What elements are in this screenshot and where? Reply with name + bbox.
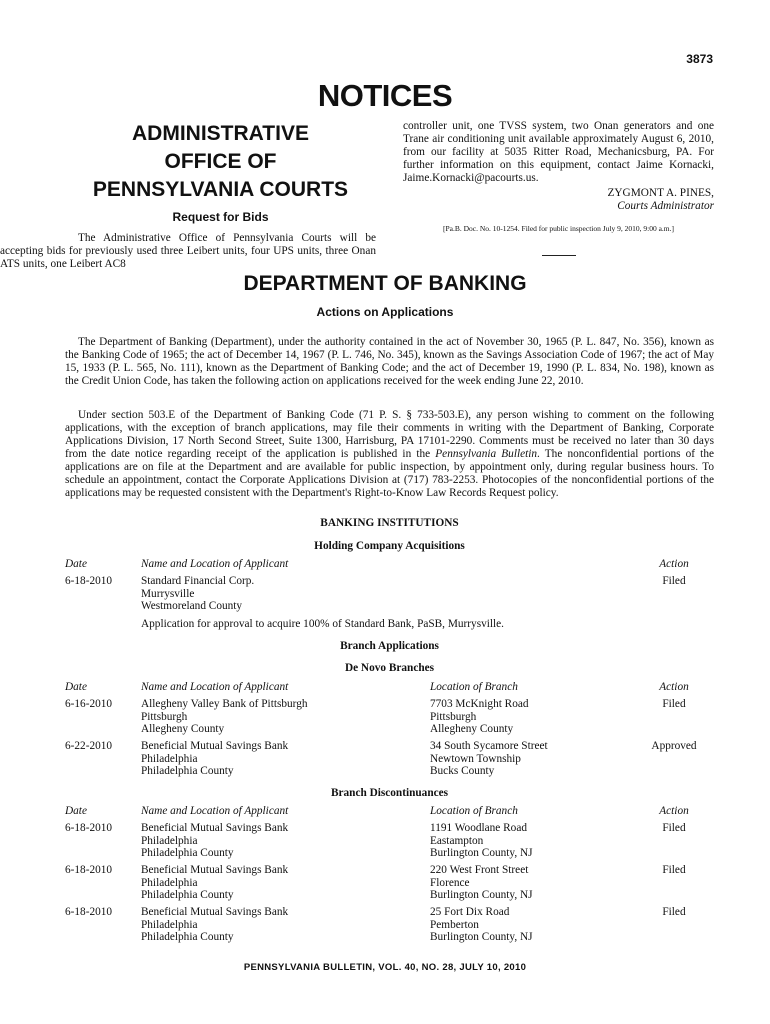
location-line: Burlington County, NJ [430,889,533,901]
agency-title-line: PENNSYLVANIA COURTS [92,178,349,201]
branch-applications-heading: Branch Applications [340,640,439,652]
location-line: Eastampton [430,834,484,847]
bids-body-continued: controller unit, one TVSS system, two Onan generators and one Trane air conditioning unit available approximately August 6, 2010, from our facility at 5035 Ritter Road, Mechanicsburg, PA. For further information on this equipment, contact Jaime Kornacki, Jaime.Kornacki@pacourts.us. [403,120,714,184]
applicant-line: Pittsburgh [141,710,188,723]
row-applicant [141,698,421,736]
applicant-line: Beneficial Mutual Savings Bank [141,740,289,752]
row-date: 6-16-2010 [65,698,113,710]
comment-text [65,409,714,500]
intro-text: The Department of Banking (Department), under the authority contained in the act of November 30, 1965 (P. L. 847, No. 356), known as the Banking Code of 1965; the act of December 14, 1967 (P. L. 746, No. 345), known as the Savings Association Code of 1967; the act of May 15, 1933 (P. L. 565, No. 111), known as the Department of Banking Code; and the act of December 19, 1990 (P. L. 834, No. 198), known as the Credit Union Code, has taken the following action on applications received for the week ending June 22, 2010. [65,336,714,387]
applicant-line: Philadelphia County [141,889,234,901]
row-branch-location [430,822,630,860]
bids-body-text: The Administrative Office of Pennsylvania Courts will be accepting bids for previously used three Leibert units, four UPS units, three Onan ATS units, one Leibert AC8 [0,232,376,270]
row-date: 6-18-2010 [65,906,113,918]
holding-note: Application for approval to acquire 100% of Standard Bank, PaSB, Murrysville. [141,618,504,630]
holding-company-heading: Holding Company Acquisitions [314,540,465,552]
row-applicant [141,906,421,944]
applicant-line: Philadelphia [141,876,198,889]
discontinuances-heading: Branch Discontinuances [330,787,449,799]
signer-title: Courts Administrator [617,200,714,212]
row-applicant [141,575,421,613]
location-line: Pittsburgh [430,710,477,723]
request-for-bids-heading: Request for Bids [172,210,269,224]
department-subtitle: Actions on Applications [316,305,454,319]
location-line: Burlington County, NJ [430,847,533,859]
row-date: 6-18-2010 [65,822,113,834]
applicant-line: Allegheny County [141,723,225,735]
row-action: Filed [662,822,686,834]
location-line: 25 Fort Dix Road [430,906,510,918]
banking-institutions-heading: BANKING INSTITUTIONS [320,517,459,529]
location-line: Burlington County, NJ [430,931,533,943]
intro-paragraph [65,336,714,388]
row-branch-location [430,906,630,944]
agency-title-line: ADMINISTRATIVE [132,122,309,145]
col-name: Name and Location of Applicant [141,558,289,570]
location-line: 1191 Woodlane Road [430,822,527,834]
col-name: Name and Location of Applicant [141,805,289,817]
row-applicant [141,864,421,902]
agency-title [65,120,376,204]
row-date: 6-18-2010 [65,575,113,587]
agency-title-line: OFFICE OF [164,150,277,173]
location-line: 220 West Front Street [430,864,529,876]
row-action: Filed [662,864,686,876]
col-date: Date [65,805,87,817]
applicant-line: Allegheny Valley Bank of Pittsburgh [141,698,308,710]
row-action: Filed [662,698,686,710]
location-line: Allegheny County [430,723,514,735]
de-novo-heading: De Novo Branches [344,662,435,674]
aopc-notice [0,120,376,271]
comment-paragraph [65,409,714,500]
row-branch-location [430,698,630,736]
signer-name: ZYGMONT A. PINES, [607,187,714,199]
row-branch-location [430,740,630,778]
location-line: Pemberton [430,918,479,931]
aopc-notice-continued [403,120,714,256]
bulletin-name: Pennsylvania Bulletin [435,448,538,460]
applicant-line: Westmoreland County [141,600,243,612]
location-line: 34 South Sycamore Street [430,740,548,752]
applicant-line: Philadelphia [141,918,198,931]
bulletin-footer: PENNSYLVANIA BULLETIN, VOL. 40, NO. 28, JULY 10, 2010 [243,962,527,973]
applicant-line: Standard Financial Corp. [141,575,255,587]
notices-heading: NOTICES [317,78,453,113]
row-date: 6-18-2010 [65,864,113,876]
col-name: Name and Location of Applicant [141,681,289,693]
row-applicant [141,822,421,860]
row-action: Approved [651,740,697,752]
applicant-line: Beneficial Mutual Savings Bank [141,822,289,834]
col-action: Action [659,558,689,570]
location-line: Bucks County [430,765,495,777]
row-applicant [141,740,421,778]
section-divider [542,255,576,256]
col-action: Action [659,805,689,817]
location-line: 7703 McKnight Road [430,698,529,710]
applicant-line: Philadelphia [141,752,198,765]
applicant-line: Murrysville [141,587,195,600]
doc-filing-line: [Pa.B. Doc. No. 10-1254. Filed for public inspection July 9, 2010, 9:00 a.m.] [442,224,675,233]
comment-text-b: . The nonconfidential portions of the applications are on file at the Department and are available for public inspection, by appointment only, during regular business hours. To schedule an appointment, contact the Corporate Applications Division at (717) 783-2253. Photocopies of the nonconfidential portions of the applications may be requested consistent with the Department's Right-to-Know Law Records Request policy. [65,448,714,499]
col-action: Action [659,681,689,693]
row-action: Filed [662,906,686,918]
row-date: 6-22-2010 [65,740,113,752]
department-title: DEPARTMENT OF BANKING [243,272,527,295]
applicant-line: Philadelphia County [141,847,234,859]
location-line: Florence [430,876,470,889]
row-action: Filed [662,575,686,587]
applicant-line: Beneficial Mutual Savings Bank [141,906,289,918]
col-location: Location of Branch [430,681,518,693]
applicant-line: Philadelphia [141,834,198,847]
col-location: Location of Branch [430,805,518,817]
location-line: Newtown Township [430,752,521,765]
page-number: 3873 [686,52,713,66]
applicant-line: Beneficial Mutual Savings Bank [141,864,289,876]
col-date: Date [65,681,87,693]
col-date: Date [65,558,87,570]
applicant-line: Philadelphia County [141,931,234,943]
applicant-line: Philadelphia County [141,765,234,777]
row-branch-location [430,864,630,902]
comment-text-a: Under section 503.E of the Department of Banking Code (71 P. S. § 733-503.E), any person wishing to comment on the following applications, with the exception of branch applications, may file their comments in writing with the Department of Banking, Corporate Applications Division, 17 North Second Street, Suite 1300, Harrisburg, PA 17101-2290. Comments must be received no later than 30 days from the date notice regarding receipt of the application is published in the [65,409,714,460]
